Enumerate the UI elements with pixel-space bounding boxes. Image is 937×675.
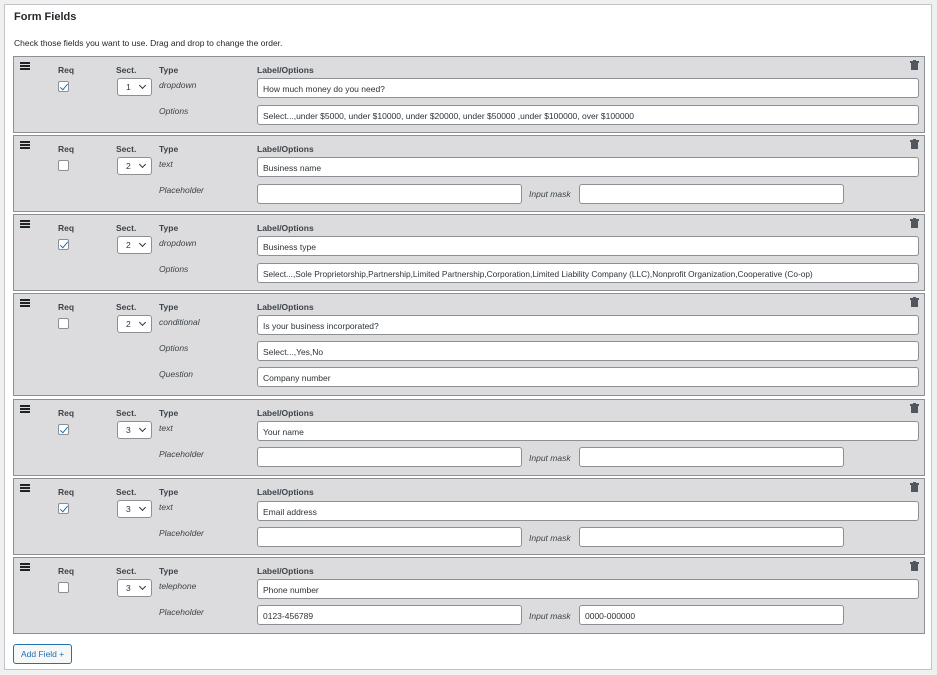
label-header: Label/Options (257, 566, 314, 576)
options-input[interactable]: Select...,under $5000, under $10000, under $20000, under $50000 ,under $100000, over $100000 (257, 105, 919, 125)
required-checkbox[interactable] (58, 424, 69, 435)
drag-handle-icon[interactable] (20, 299, 30, 307)
trash-icon[interactable] (910, 482, 919, 492)
label-header: Label/Options (257, 487, 314, 497)
label-input[interactable]: Your name (257, 421, 919, 441)
req-header: Req (58, 408, 75, 418)
label-input[interactable]: Business name (257, 157, 919, 177)
required-checkbox[interactable] (58, 239, 69, 250)
trash-icon[interactable] (910, 403, 919, 413)
sect-header: Sect. (116, 302, 137, 312)
drag-handle-icon[interactable] (20, 220, 30, 228)
drag-handle-icon[interactable] (20, 62, 30, 70)
drag-handle-icon[interactable] (20, 484, 30, 492)
label-header: Label/Options (257, 144, 314, 154)
sect-header: Sect. (116, 223, 137, 233)
required-checkbox[interactable] (58, 582, 69, 593)
chevron-down-icon (139, 82, 146, 89)
sect-header: Sect. (116, 408, 137, 418)
input-mask-input[interactable] (579, 184, 844, 204)
label-input[interactable]: Phone number (257, 579, 919, 599)
required-checkbox[interactable] (58, 503, 69, 514)
label-input[interactable]: Email address (257, 501, 919, 521)
type-header: Type (159, 223, 179, 233)
trash-icon[interactable] (910, 297, 919, 307)
field-type: telephone (159, 581, 197, 591)
field-type: text (159, 159, 173, 169)
field-row[interactable] (13, 478, 925, 555)
options-input[interactable]: Select...,Yes,No (257, 341, 919, 361)
trash-icon[interactable] (910, 561, 919, 571)
input-mask-input[interactable]: 0000-000000 (579, 605, 844, 625)
section-select[interactable]: 3 (117, 421, 152, 439)
question-input[interactable]: Company number (257, 367, 919, 387)
req-header: Req (58, 487, 75, 497)
field-type: dropdown (159, 80, 197, 90)
section-select[interactable]: 3 (117, 500, 152, 518)
placeholder-input[interactable] (257, 447, 522, 467)
required-checkbox[interactable] (58, 318, 69, 329)
type-header: Type (159, 408, 179, 418)
placeholder-input[interactable] (257, 527, 522, 547)
label-header: Label/Options (257, 302, 314, 312)
placeholder-label: Placeholder (159, 185, 204, 195)
section-select[interactable]: 2 (117, 315, 152, 333)
req-header: Req (58, 302, 75, 312)
sect-header: Sect. (116, 487, 137, 497)
trash-icon[interactable] (910, 60, 919, 70)
sect-header: Sect. (116, 144, 137, 154)
label-input[interactable]: How much money do you need? (257, 78, 919, 98)
sect-header: Sect. (116, 566, 137, 576)
type-header: Type (159, 302, 179, 312)
trash-icon[interactable] (910, 218, 919, 228)
chevron-down-icon (139, 161, 146, 168)
section-select[interactable]: 3 (117, 579, 152, 597)
options-label: Options (159, 106, 189, 116)
chevron-down-icon (139, 319, 146, 326)
drag-handle-icon[interactable] (20, 563, 30, 571)
label-header: Label/Options (257, 408, 314, 418)
field-row[interactable] (13, 214, 925, 291)
form-fields-panel (4, 4, 932, 670)
field-row[interactable] (13, 557, 925, 634)
options-input[interactable]: Select...,Sole Proprietorship,Partnership,Limited Partnership,Corporation,Limited Liability Company (LLC),Nonprofit Organization,Cooperative (Co-op) (257, 263, 919, 283)
label-input[interactable]: Business type (257, 236, 919, 256)
input-mask-label: Input mask (529, 453, 571, 463)
placeholder-input[interactable] (257, 184, 522, 204)
trash-icon[interactable] (910, 139, 919, 149)
section-select[interactable]: 1 (117, 78, 152, 96)
page-title: Form Fields (14, 11, 77, 23)
input-mask-input[interactable] (579, 447, 844, 467)
field-type: text (159, 502, 173, 512)
placeholder-input[interactable]: 0123-456789 (257, 605, 522, 625)
label-header: Label/Options (257, 65, 314, 75)
input-mask-label: Input mask (529, 189, 571, 199)
section-select[interactable]: 2 (117, 157, 152, 175)
req-header: Req (58, 144, 75, 154)
drag-handle-icon[interactable] (20, 141, 30, 149)
label-input[interactable]: Is your business incorporated? (257, 315, 919, 335)
chevron-down-icon (139, 583, 146, 590)
input-mask-label: Input mask (529, 533, 571, 543)
chevron-down-icon (139, 504, 146, 511)
field-row[interactable] (13, 293, 925, 396)
required-checkbox[interactable] (58, 81, 69, 92)
section-select[interactable]: 2 (117, 236, 152, 254)
type-header: Type (159, 487, 179, 497)
placeholder-label: Placeholder (159, 607, 204, 617)
options-label: Options (159, 343, 189, 353)
placeholder-label: Placeholder (159, 528, 204, 538)
type-header: Type (159, 144, 179, 154)
chevron-down-icon (139, 425, 146, 432)
drag-handle-icon[interactable] (20, 405, 30, 413)
type-header: Type (159, 65, 179, 75)
field-row[interactable] (13, 56, 925, 133)
field-type: text (159, 423, 173, 433)
field-row[interactable] (13, 135, 925, 212)
sect-header: Sect. (116, 65, 137, 75)
add-field-button[interactable]: Add Field + (13, 644, 72, 664)
chevron-down-icon (139, 240, 146, 247)
input-mask-input[interactable] (579, 527, 844, 547)
type-header: Type (159, 566, 179, 576)
req-header: Req (58, 566, 75, 576)
req-header: Req (58, 223, 75, 233)
placeholder-label: Placeholder (159, 449, 204, 459)
field-type: conditional (159, 317, 200, 327)
field-type: dropdown (159, 238, 197, 248)
input-mask-label: Input mask (529, 611, 571, 621)
label-header: Label/Options (257, 223, 314, 233)
question-label: Question (159, 369, 194, 379)
options-label: Options (159, 264, 189, 274)
req-header: Req (58, 65, 75, 75)
page-description: Check those fields you want to use. Drag and drop to change the order. (14, 38, 283, 48)
required-checkbox[interactable] (58, 160, 69, 171)
field-row[interactable] (13, 399, 925, 476)
